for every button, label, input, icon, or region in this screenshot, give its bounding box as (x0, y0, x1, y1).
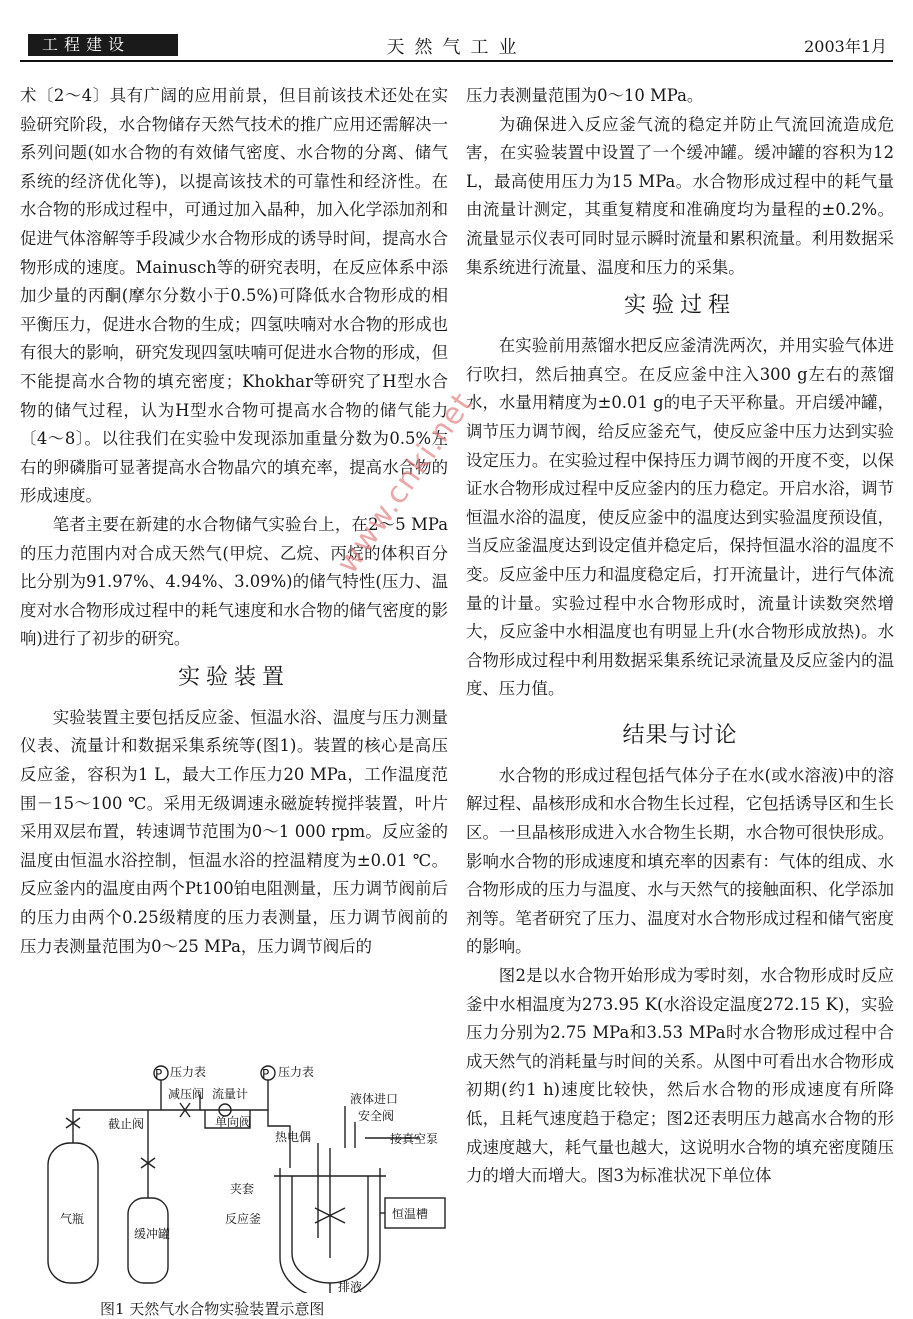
label-liquid-inlet: 液体进口 (350, 1092, 399, 1106)
left-paragraph-1: 术〔2～4〕具有广阔的应用前景，但目前该技术还处在实验研究阶段，水合物储存天然气技术的推广应用还需解决一系列问题(如水合物的有效储气密度、水合物的分离、储气系统的经济优化等)，以提高该技术的可靠性和经济性。在水合物的形成过程中，可通过加入晶种，加入化学添加剂和促进气体溶解等手段减少水合物形成的诱导时间，提高水合物形成的速度。Mainusch等的研究表明，在反应体系中添加少量的丙酮(摩尔分数小于0.5%)可降低水合物形成的相平衡压力，促进水合物的生成；四氢呋喃对水合物的形成也有很大的影响，研究发现四氢呋喃可促进水合物的形成，但不能提高水合物的填充密度；Khokhar等研究了H型水合物的储气过程，认为H型水合物可提高水合物的储气能力〔4～8〕。以往我们在实验中发现添加重量分数为0.5%左右的卵磷脂可显著提高水合物晶穴的填充率，提高水合物的形成速度。 (20, 86, 448, 506)
right-column (466, 82, 894, 1191)
label-cylinder: 气瓶 (60, 1212, 85, 1226)
label-buffer: 缓冲罐 (134, 1227, 171, 1241)
label-flowmeter: 流量计 (212, 1087, 249, 1101)
right-paragraph-4: 图2是以水合物开始形成为零时刻，水合物形成时反应釜中水相温度为273.95 K(水浴设定温度272.15 K)，实验压力分别为2.75 MPa和3.53 MPa时水合物形成过程中合成天然气的消耗量与时间的关系。从图中可看出水合物形成初期(约1 h)速度比较快，然后水合物的形成速度有所降低，且耗气速度趋于稳定；图2还表明压力越高水合物的形成速度越大，耗气量也越大，这说明水合物的填充密度随压力的增大而增大。图3为标准状况下单位体 (466, 966, 894, 1186)
issue-date: 2003年1月 (804, 37, 887, 56)
heading-apparatus: 实验装置 (177, 664, 290, 690)
label-gauge-right: 压力表 (278, 1065, 315, 1079)
label-bath: 恒温槽 (392, 1207, 429, 1221)
header-rule (20, 60, 893, 62)
heading-procedure: 实验过程 (623, 293, 736, 319)
heading-results: 结果与讨论 (622, 722, 738, 748)
gauge-symbol-right: P (262, 1067, 270, 1081)
section-tag: 工程建设 (28, 34, 178, 56)
label-reactor: 反应釜 (225, 1212, 262, 1226)
label-reducer: 减压阀 (168, 1087, 205, 1101)
right-paragraph-1: 为确保进入反应釜气流的稳定并防止气流回流造成危害，在实验装置中设置了一个缓冲罐。缓冲罐的容积为12 L，最高使用压力为15 MPa。水合物形成过程中的耗气量由流量计测定，其重复精度和准确度均为量程的±0.2%。流量显示仪表可同时显示瞬时流量和累积流量。利用数据采集系统进行流量、温度和压力的采集。 (466, 114, 894, 277)
right-paragraph-2: 在实验前用蒸馏水把反应釜清洗两次，并用实验气体进行吹扫，然后抽真空。在反应釜中注入300 g左右的蒸馏水，水量用精度为±0.01 g的电子天平称量。开启缓冲罐，调节压力调节阀，给反应釜充气，使反应釜中压力达到实验设定压力。在实验过程中保持压力调节阀的开度不变，以保证水合物形成过程中反应釜内的压力稳定。开启水浴，调节恒温水浴的温度，使反应釜中的温度达到实验温度预设值，当反应釜温度达到设定值并稳定后，保持恒温水浴的温度不变。反应釜中压力和温度稳定后，打开流量计，进行气体流量的计量。实验过程中水合物形成时，流量计读数突然增大，反应釜中水相温度也有明显上升(水合物形成放热)。水合物形成过程中利用数据采集系统记录流量及反应釜内的温度、压力值。 (466, 336, 894, 699)
gauge-symbol-left: P (155, 1067, 163, 1081)
figure-caption: 图1 天然气水合物实验装置示意图 (100, 1300, 325, 1318)
label-safety-valve: 安全阀 (358, 1109, 395, 1123)
label-thermocouple: 热电偶 (275, 1130, 312, 1144)
label-jacket: 夹套 (230, 1182, 255, 1196)
left-paragraph-2: 笔者主要在新建的水合物储气实验台上，在2～5 MPa的压力范围内对合成天然气(甲烷、乙烷、丙烷的体积百分比分别为91.97%、4.94%、3.09%)的储气特性(压力、温度对水合物形成过程中的耗气速度和水合物的储气密度的影响)进行了初步的研究。 (20, 514, 448, 649)
page-header (20, 30, 893, 58)
label-gauge-left: 压力表 (170, 1065, 207, 1079)
right-paragraph-3: 水合物的形成过程包括气体分子在水(或水溶液)中的溶解过程、晶核形成和水合物生长过程，它包括诱导区和生长区。一旦晶核形成进入水合物生长期，水合物可很快形成。影响水合物的形成速度和填充率的因素有：气体的组成、水合物形成的压力与温度、水与天然气的接触面积、化学添加剂等。笔者研究了压力、温度对水合物形成过程和储气密度的影响。 (466, 765, 894, 957)
label-drain: 排液 (338, 1280, 363, 1293)
label-vacuum: 接真空泵 (390, 1132, 439, 1146)
label-check-valve: 单向阀 (215, 1115, 252, 1129)
left-paragraph-3: 实验装置主要包括反应釜、恒温水浴、温度与压力测量仪表、流量计和数据采集系统等(图1)。装置的核心是高压反应釜，容积为1 L，最大工作压力20 MPa，工作温度范围－15～100 ℃。采用无级调速永磁旋转搅拌装置，叶片采用双层布置，转速调节范围为0～1 000 rpm。反应釜的温度由恒温水浴控制，恒温水浴的控温精度为±0.01 ℃。反应釜内的温度由两个Pt100铂电阻测量，压力调节阀前后的压力由两个0.25级精度的压力表测量，压力调节阀前的压力表测量范围为0～25 MPa，压力调节阀后的 (20, 707, 448, 956)
journal-title: 天然气工业 (386, 37, 527, 58)
apparatus-diagram (20, 1048, 448, 1293)
label-stop-valve: 截止阀 (108, 1117, 145, 1131)
watermark: www.cnki.net (330, 386, 481, 581)
figure-apparatus (20, 1048, 448, 1318)
right-paragraph-0: 压力表测量范围为0～10 MPa。 (466, 86, 704, 105)
